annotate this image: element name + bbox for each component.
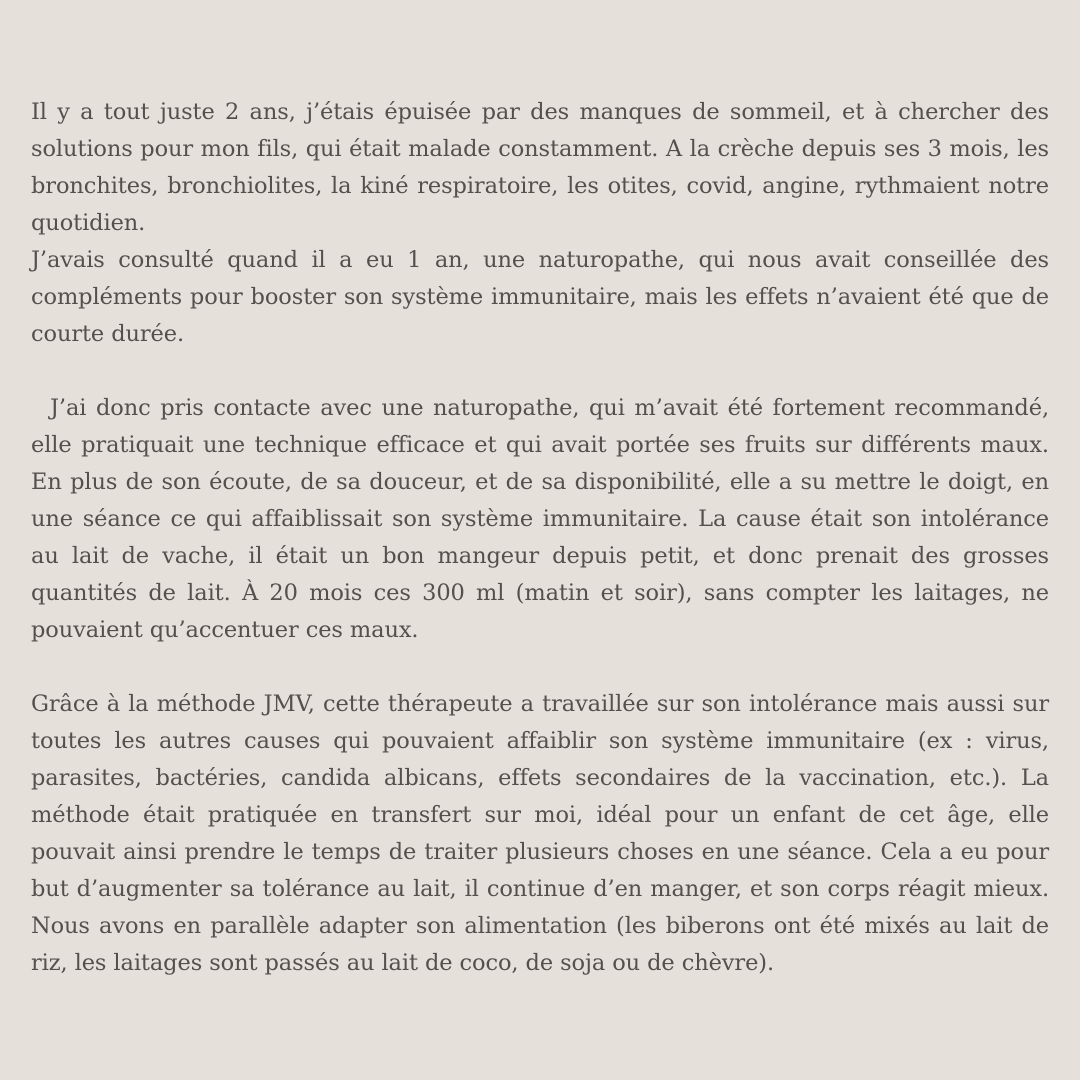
testimonial-text-block: [31, 94, 1049, 982]
paragraph-second-naturopath: J’ai donc pris contacte avec une naturopathe, qui m’avait été fortement recommandé, elle pratiquait une technique efficace et qui avait portée ses fruits sur différents maux. En plus de son écoute, de sa douceur, et de sa disponibilité, elle a su mettre le doigt, en une séance ce qui affaiblissait son système immunitaire. La cause était son intolérance au lait de vache, il était un bon mangeur depuis petit, et donc prenait des grosses quantités de lait. À 20 mois ces 300 ml (matin et soir), sans compter les laitages, ne pouvaient qu’accentuer ces maux.: [31, 395, 1049, 643]
paragraph-first-naturopath: J’avais consulté quand il a eu 1 an, une naturopathe, qui nous avait conseillée des compléments pour booster son système immunitaire, mais les effets n’avaient été que de courte durée.: [31, 247, 1049, 347]
paragraph-jmv-method: Grâce à la méthode JMV, cette thérapeute a travaillée sur son intolérance mais aussi sur toutes les autres causes qui pouvaient affaiblir son système immunitaire (ex : virus, parasites, bactéries, candida albicans, effets secondaires de la vaccination, etc.). La méthode était pratiquée en transfert sur moi, idéal pour un enfant de cet âge, elle pouvait ainsi prendre le temps de traiter plusieurs choses en une séance. Cela a eu pour but d’augmenter sa tolérance au lait, il continue d’en manger, et son corps réagit mieux. Nous avons en parallèle adapter son alimentation (les biberons ont été mixés au lait de riz, les laitages sont passés au lait de coco, de soja ou de chèvre).: [31, 691, 1049, 976]
paragraph-intro: Il y a tout juste 2 ans, j’étais épuisée par des manques de sommeil, et à chercher des solutions pour mon fils, qui était malade constamment. A la crèche depuis ses 3 mois, les bronchites, bronchiolites, la kiné respiratoire, les otites, covid, angine, rythmaient notre quotidien.: [31, 99, 1049, 236]
